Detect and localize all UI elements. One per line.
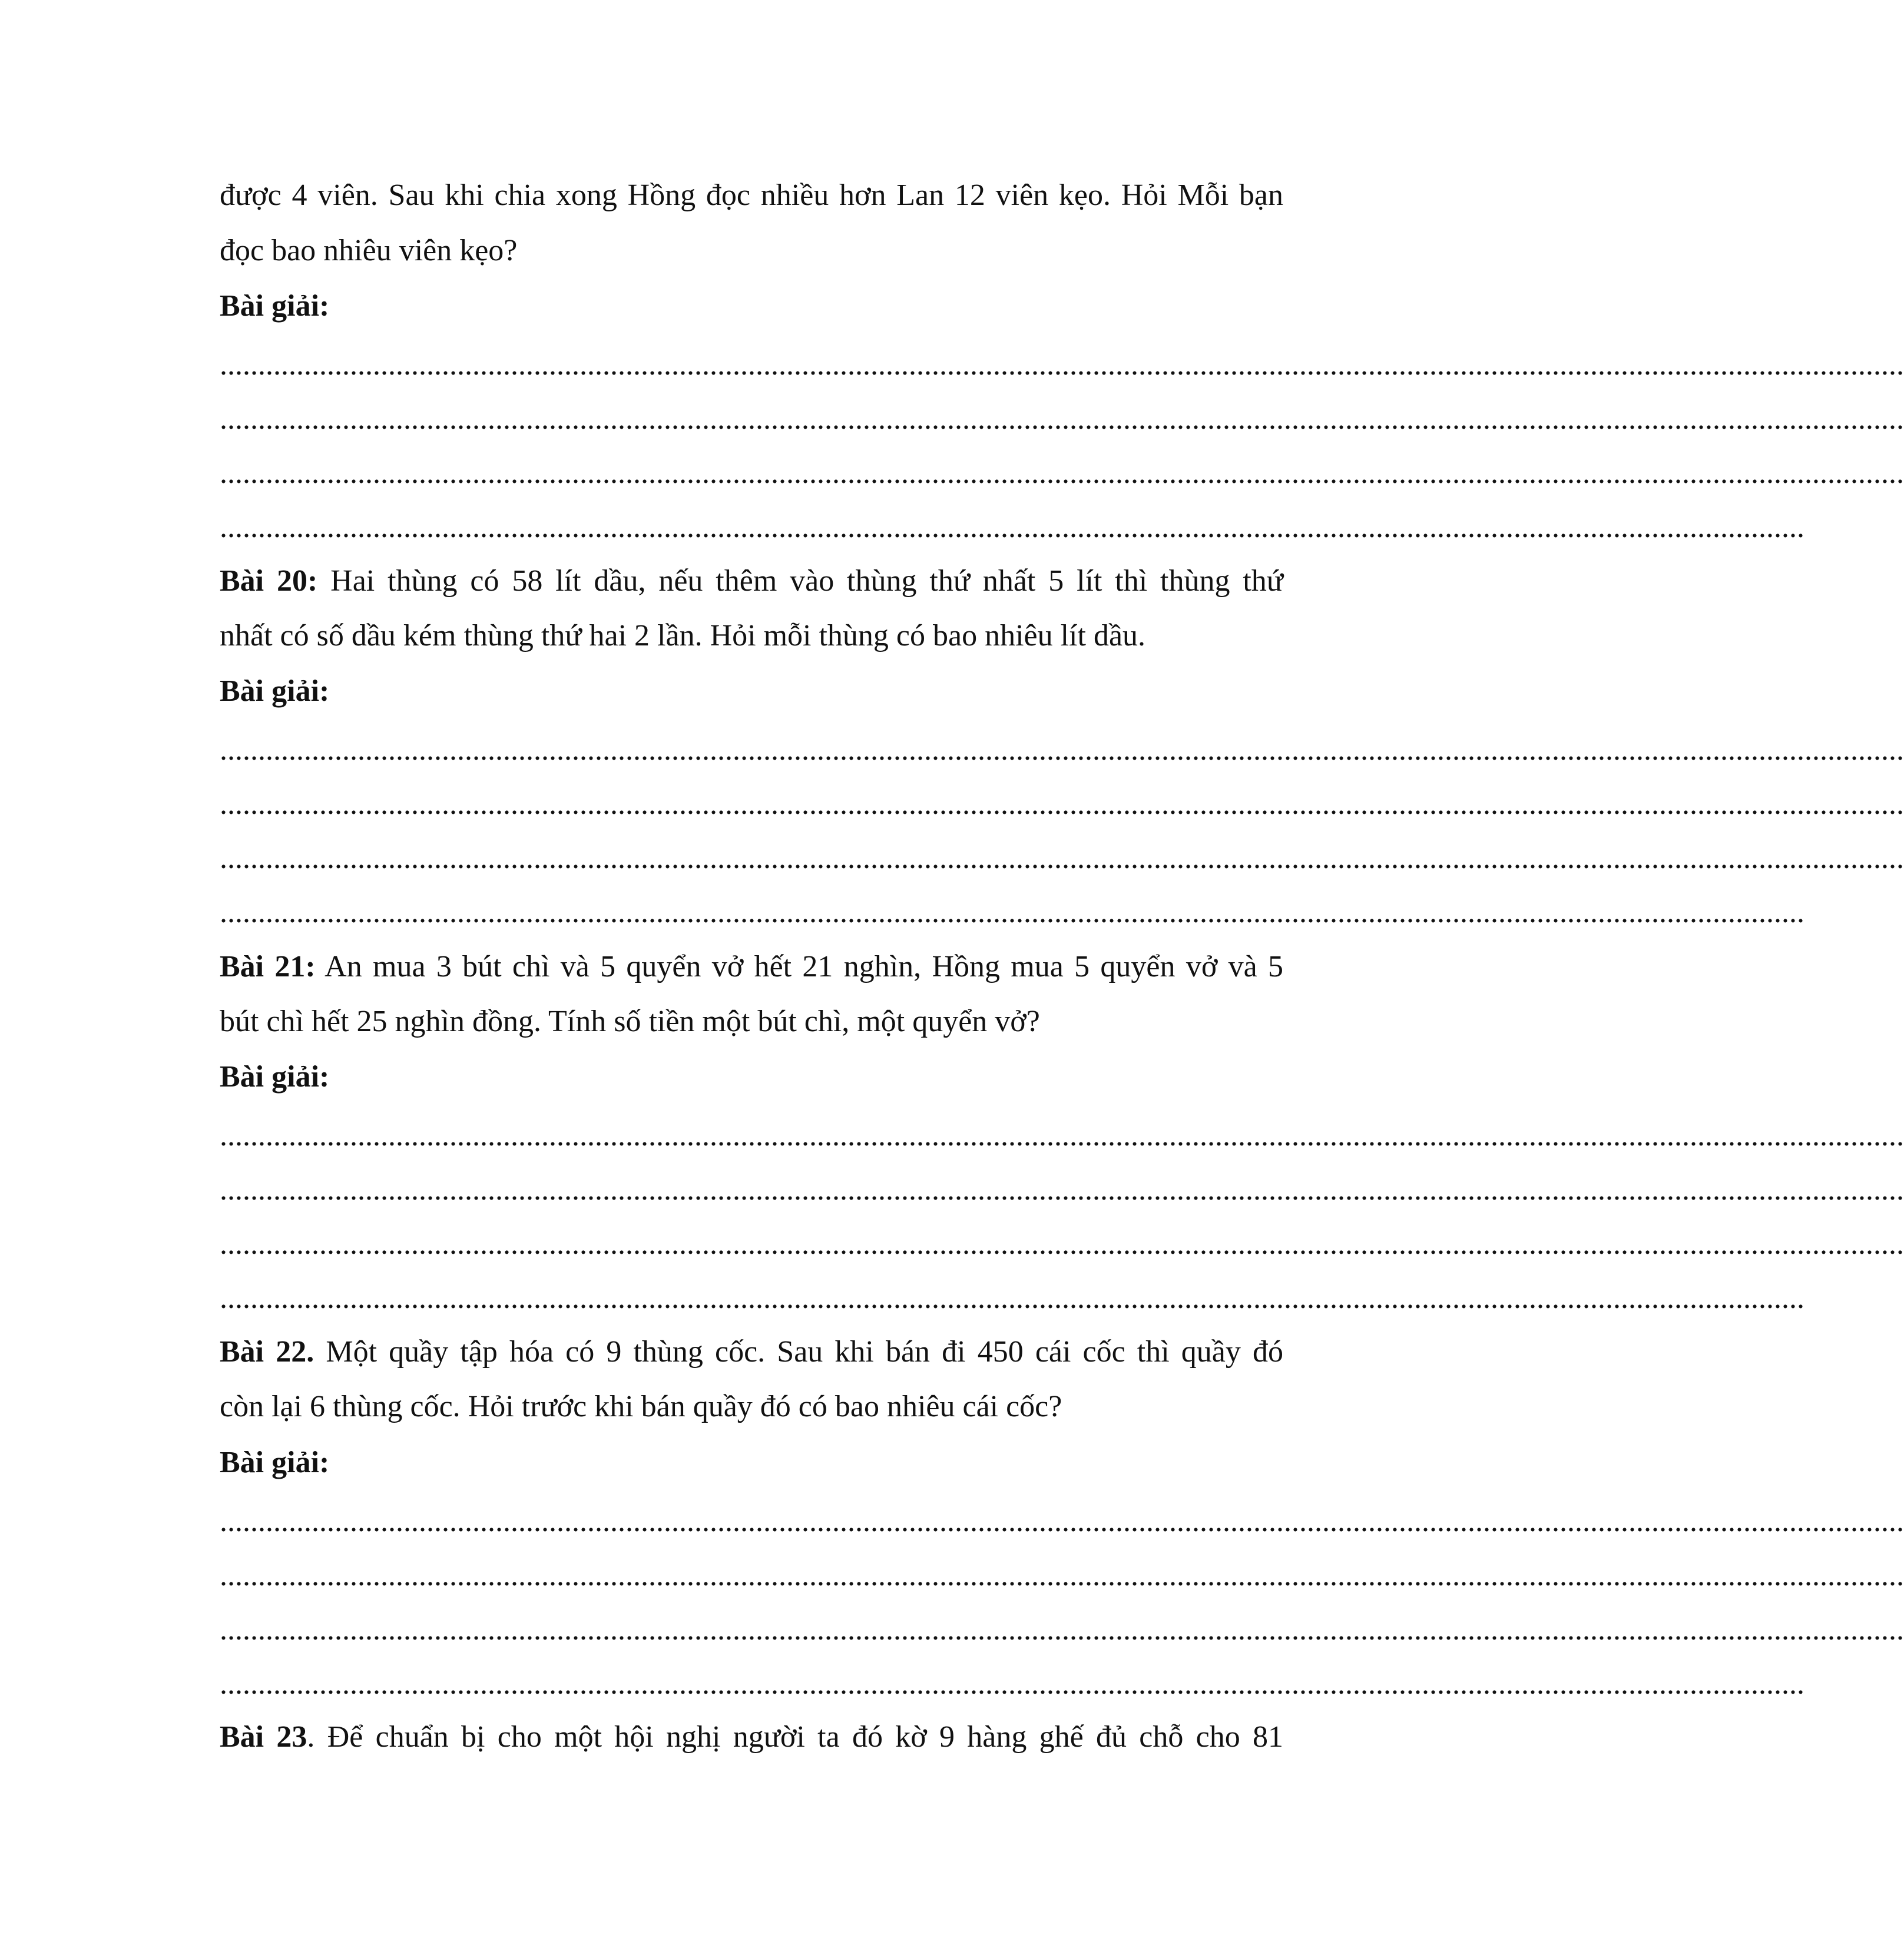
problem-20-line-1 [220,562,1283,600]
answer-line: ............................................................................................................................................................................................................... [220,896,1804,929]
answer-line: ............................................................................................................................................................................................................... [220,511,1804,544]
answer-line: ............................................................................................................................................................................................................................ [220,456,1904,490]
problem-text: Hai thùng có 58 lít dầu, nếu thêm vào thùng thứ nhất 5 lít thì thùng thứ [317,564,1283,598]
answer-line: ............................................................................................................................................................................................................................ [220,402,1904,436]
answer-line: ............................................................................................................................................................................................................... [220,1281,1804,1315]
answer-line: ............................................................................................................................................................................................................... [220,1667,1804,1701]
answer-line: ............................................................................................................................................................................................................................ [220,1119,1904,1152]
problem-22-line-2: còn lại 6 thùng cốc. Hỏi trước khi bán quầy đó có bao nhiêu cái cốc? [220,1390,1062,1423]
answer-line: ............................................................................................................................................................................................................................ [220,1559,1904,1592]
problem-21-line-2: bút chì hết 25 nghìn đồng. Tính số tiền một bút chì, một quyển vở? [220,1005,1040,1038]
solution-label: Bài giải: [220,1446,330,1479]
answer-line: ............................................................................................................................................................................................................................ [220,1173,1904,1207]
problem-text: . Để chuẩn bị cho một hội nghị người ta đó kờ 9 hàng ghế đủ chỗ cho 81 [307,1720,1283,1754]
problem-22-line-1 [220,1333,1283,1371]
problem-label: Bài 21: [220,950,316,983]
answer-line: ............................................................................................................................................................................................................................ [220,348,1904,382]
intro-line-1: được 4 viên. Sau khi chia xong Hồng đọc nhiều hơn Lan 12 viên kẹo. Hỏi Mỗi bạn [220,178,1283,212]
problem-20-line-2: nhất có số dầu kém thùng thứ hai 2 lần. Hỏi mỗi thùng có bao nhiêu lít dầu. [220,619,1146,652]
problem-text: An mua 3 bút chì và 5 quyển vở hết 21 nghìn, Hồng mua 5 quyển vở và 5 [315,950,1283,983]
answer-line: ............................................................................................................................................................................................................................ [220,733,1904,767]
answer-line: ............................................................................................................................................................................................................................ [220,1227,1904,1261]
answer-line: ............................................................................................................................................................................................................................ [220,1505,1904,1538]
intro-line-2: đọc bao nhiêu viên kẹo? [220,234,518,267]
problem-text: Một quầy tập hóa có 9 thùng cốc. Sau khi bán đi 450 cái cốc thì quầy đó [314,1335,1283,1369]
solution-label: Bài giải: [220,1060,330,1094]
solution-label: Bài giải: [220,674,330,708]
problem-label: Bài 23 [220,1720,307,1754]
problem-21-line-1 [220,948,1283,986]
problem-label: Bài 22. [220,1335,314,1369]
problem-label: Bài 20: [220,564,318,598]
solution-label: Bài giải: [220,289,330,323]
answer-line: ............................................................................................................................................................................................................................ [220,787,1904,821]
answer-line: ............................................................................................................................................................................................................................ [220,1613,1904,1647]
problem-23-line-1 [220,1718,1283,1756]
answer-line: ............................................................................................................................................................................................................................ [220,842,1904,875]
